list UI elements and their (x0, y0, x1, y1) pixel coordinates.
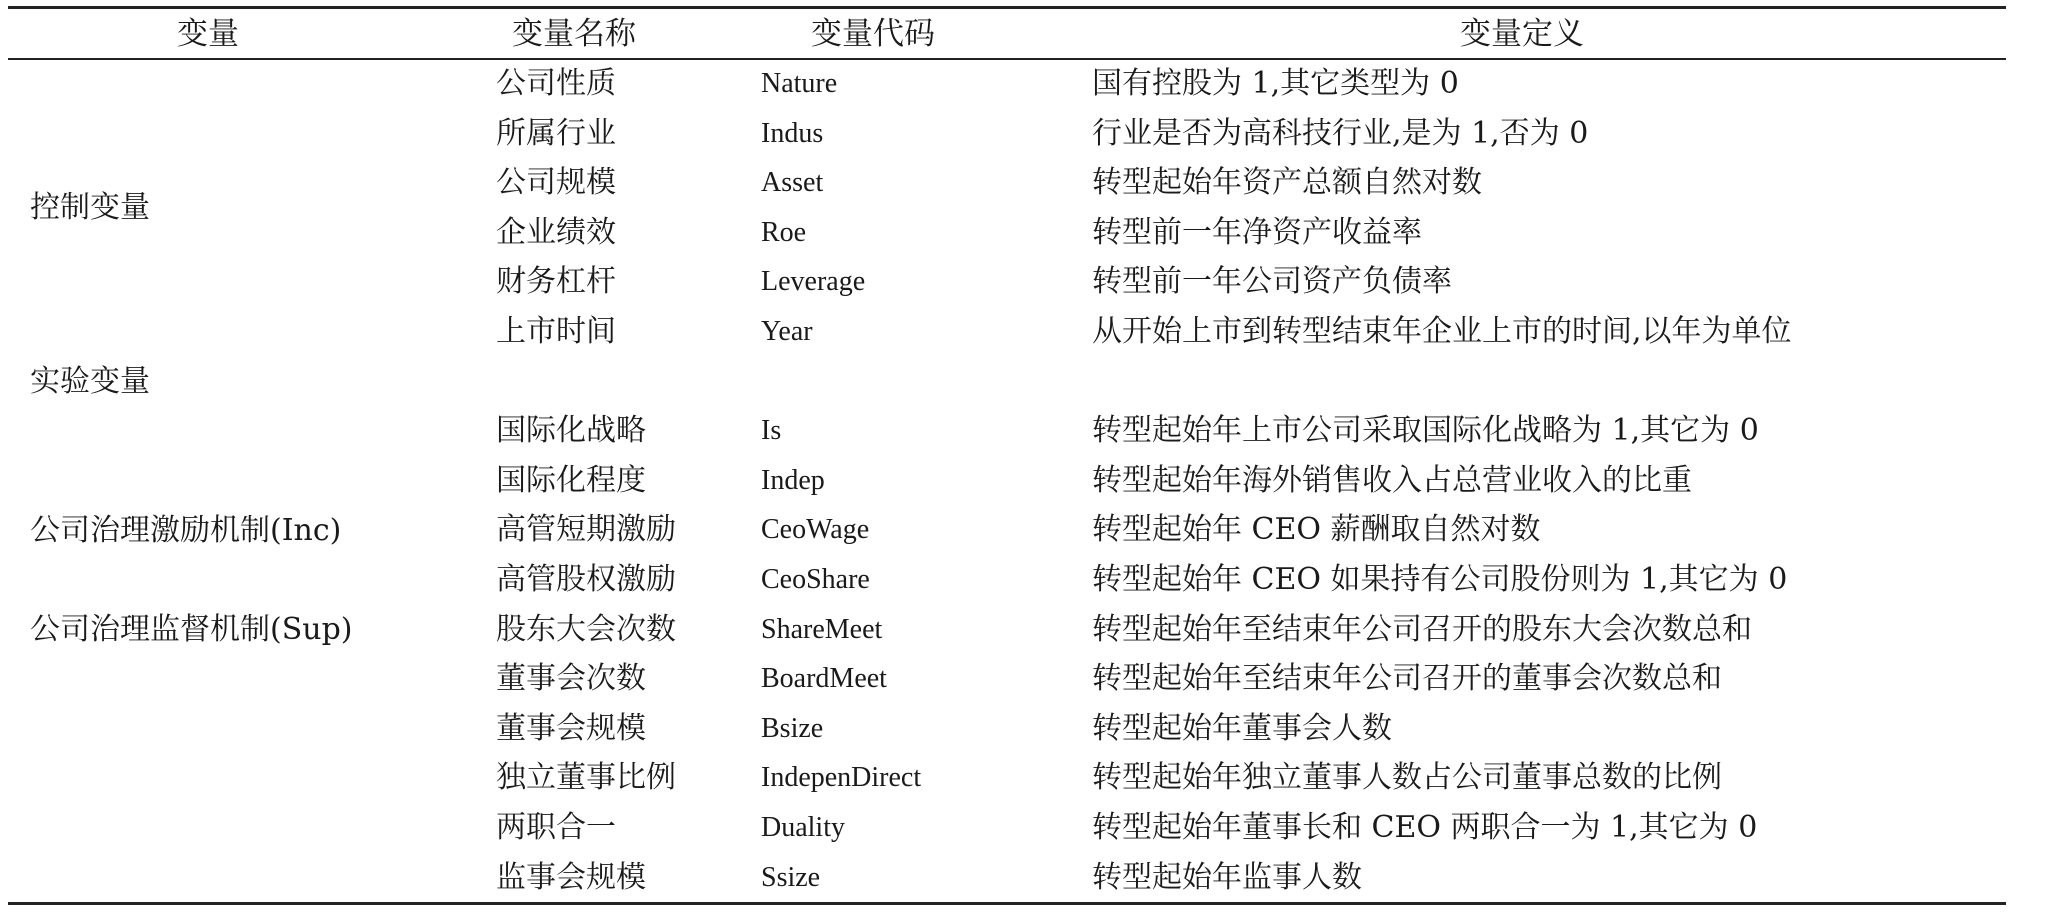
variable-name-cell: 公司性质 (496, 66, 616, 101)
bottom-rule (8, 902, 2006, 905)
variable-definition-cell: 从开始上市到转型结束年企业上市的时间,以年为单位 (1092, 314, 1792, 349)
variable-name-cell: 独立董事比例 (496, 760, 676, 796)
table-row (0, 307, 2048, 357)
variable-code-cell: Duality (761, 812, 845, 843)
variable-name-cell: 股东大会次数 (496, 611, 676, 647)
header-variable-code: 变量代码 (811, 16, 935, 52)
table-row (0, 456, 2048, 506)
variable-definition-cell: 转型起始年至结束年公司召开的股东大会次数总和 (1092, 611, 1752, 647)
variable-definition-cell: 转型起始年 CEO 如果持有公司股份则为 1,其它为 0 (1092, 562, 1788, 597)
variable-name-cell: 国际化程度 (496, 462, 646, 498)
variable-code-cell: Bsize (761, 712, 824, 744)
variable-definition-cell: 转型前一年净资产收益率 (1092, 214, 1422, 250)
table-row (0, 555, 2048, 605)
variable-name-cell: 两职合一 (496, 810, 616, 845)
variable-definition-cell: 转型前一年公司资产负债率 (1092, 264, 1452, 300)
variable-name-cell: 上市时间 (496, 314, 616, 349)
header-variable: 变量 (177, 16, 239, 52)
variable-name-cell: 监事会规模 (496, 859, 646, 895)
table-row (0, 158, 2048, 208)
variable-definition-cell: 转型起始年监事人数 (1092, 859, 1362, 895)
variable-definition-cell: 转型起始年资产总额自然对数 (1092, 165, 1482, 201)
variable-name-cell: 高管股权激励 (496, 562, 676, 597)
variable-definition-cell: 转型起始年董事会人数 (1092, 710, 1392, 746)
variable-code-cell: Roe (761, 216, 807, 248)
variable-definition-cell: 转型起始年独立董事人数占公司董事总数的比例 (1092, 760, 1722, 796)
variable-code-cell: Is (761, 415, 782, 447)
variable-code-cell: Indus (761, 117, 824, 149)
variable-name-cell: 企业绩效 (496, 214, 616, 250)
group-label-control: 控制变量 (30, 190, 150, 225)
variable-code-cell: Nature (761, 68, 838, 99)
variable-code-cell: Year (761, 316, 813, 347)
table-row (0, 406, 2048, 456)
variable-code-cell: Leverage (761, 266, 866, 298)
group-label-incentive: 公司治理激励机制(Inc) (30, 513, 342, 548)
table-row (0, 59, 2048, 109)
variable-code-cell: Indep (761, 464, 825, 496)
table-row (0, 257, 2048, 307)
top-rule (8, 6, 2006, 9)
variable-definition-cell: 转型起始年 CEO 薪酬取自然对数 (1092, 512, 1541, 548)
group-label-supervision: 公司治理监督机制(Sup) (30, 612, 353, 647)
header-variable-name: 变量名称 (512, 16, 636, 52)
variable-definition-cell: 转型起始年董事长和 CEO 两职合一为 1,其它为 0 (1092, 810, 1758, 845)
table-row (0, 109, 2048, 159)
variable-code-cell: IndepenDirect (761, 762, 922, 794)
variable-definition-cell: 国有控股为 1,其它类型为 0 (1092, 66, 1459, 101)
variable-name-cell: 公司规模 (496, 165, 616, 201)
variable-name-cell: 国际化战略 (496, 413, 646, 449)
variable-code-cell: BoardMeet (761, 663, 887, 695)
variable-name-cell: 财务杠杆 (496, 264, 616, 300)
table-row (0, 208, 2048, 258)
table-row (0, 704, 2048, 754)
variable-code-cell: CeoShare (761, 564, 870, 595)
variable-name-cell: 所属行业 (496, 115, 616, 151)
variable-name-cell: 高管短期激励 (496, 512, 676, 548)
variable-name-cell: 董事会次数 (496, 661, 646, 697)
variable-definition-cell: 转型起始年海外销售收入占总营业收入的比重 (1092, 462, 1692, 498)
table-row (0, 853, 2048, 903)
variable-code-cell: CeoWage (761, 514, 870, 546)
group-label-experiment: 实验变量 (30, 364, 150, 399)
table-row (0, 357, 2048, 407)
table-row (0, 654, 2048, 704)
variable-definition-cell: 行业是否为高科技行业,是为 1,否为 0 (1092, 115, 1589, 151)
variable-code-cell: Ssize (761, 861, 821, 893)
variable-definition-cell: 转型起始年上市公司采取国际化战略为 1,其它为 0 (1092, 413, 1759, 449)
variable-definition-cell: 转型起始年至结束年公司召开的董事会次数总和 (1092, 661, 1722, 697)
table-row (0, 753, 2048, 803)
header-variable-definition: 变量定义 (1460, 16, 1584, 52)
table-row (0, 803, 2048, 853)
variable-name-cell: 董事会规模 (496, 710, 646, 746)
variable-code-cell: Asset (761, 167, 824, 199)
variable-code-cell: ShareMeet (761, 613, 883, 645)
